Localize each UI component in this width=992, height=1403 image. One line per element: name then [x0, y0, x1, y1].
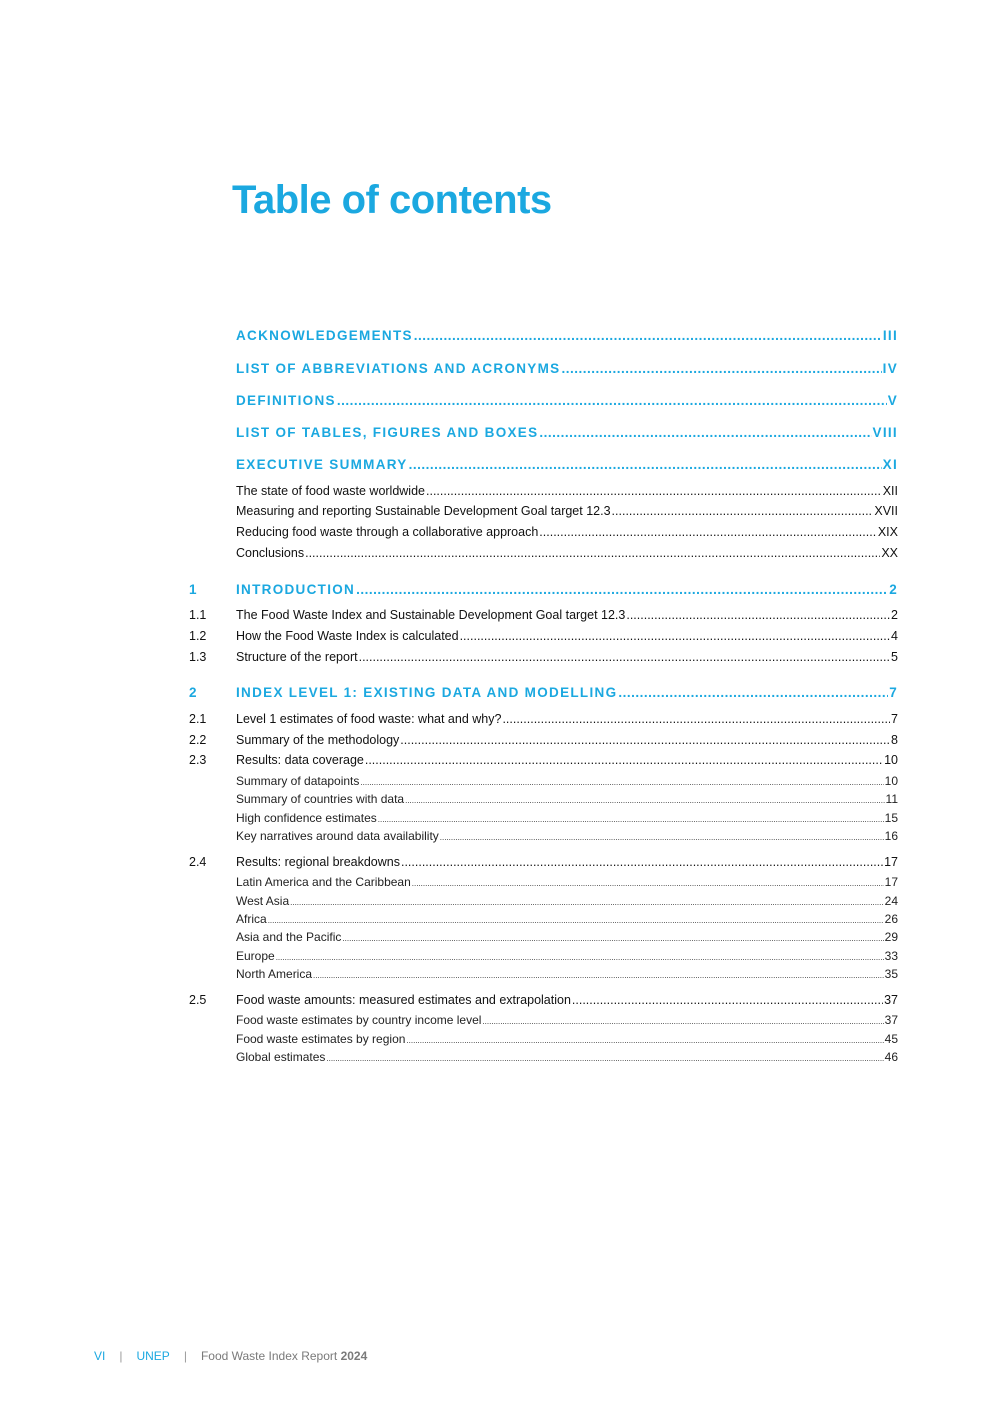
- toc-entry-section-2-5[interactable]: [236, 993, 898, 1007]
- toc-entry-page: XI: [882, 457, 898, 472]
- toc-entry-label: The state of food waste worldwide: [236, 484, 425, 498]
- toc-entry-section-2-4[interactable]: [236, 855, 898, 869]
- leader-dots: [572, 993, 883, 1007]
- toc-entry-page: XX: [881, 546, 898, 560]
- leader-dots: [400, 733, 890, 747]
- toc-entry-label: INDEX LEVEL 1: EXISTING DATA AND MODELLING: [236, 685, 618, 700]
- section-number: 1.1: [189, 608, 207, 622]
- toc-entry-section-1-3[interactable]: [236, 650, 898, 664]
- toc-entry-key-narratives[interactable]: [236, 829, 898, 843]
- toc-entry-page: 5: [891, 650, 898, 664]
- leader-dots: [313, 971, 884, 980]
- toc-entry-summary-datapoints[interactable]: [236, 774, 898, 788]
- toc-entry-label: Results: regional breakdowns: [236, 855, 400, 869]
- leader-dots: [626, 608, 890, 622]
- toc-entry-by-income-level[interactable]: [236, 1013, 898, 1027]
- toc-entry-section-2-3[interactable]: [236, 753, 898, 767]
- toc-entry-label: Food waste estimates by country income level: [236, 1013, 482, 1027]
- chapter-number: 2: [189, 685, 198, 700]
- toc-entry-executive-summary[interactable]: [236, 457, 898, 472]
- toc-entry-label: Food waste amounts: measured estimates and extrapolation: [236, 993, 571, 1007]
- leader-dots: [405, 796, 884, 805]
- toc-entry-index-level-1[interactable]: [236, 685, 898, 700]
- toc-entry-north-america[interactable]: [236, 967, 898, 981]
- toc-entry-page: III: [882, 328, 898, 343]
- leader-dots: [440, 833, 884, 842]
- toc-entry-label: Results: data coverage: [236, 753, 364, 767]
- toc-entry-label: Measuring and reporting Sustainable Development Goal target 12.3: [236, 504, 611, 518]
- toc-entry-page: 11: [885, 792, 898, 806]
- leader-dots: [360, 778, 883, 787]
- toc-entry-high-confidence[interactable]: [236, 811, 898, 825]
- toc-entry-label: DEFINITIONS: [236, 393, 336, 408]
- toc-entry-section-2-1[interactable]: [236, 712, 898, 726]
- toc-entry-page: 35: [884, 967, 898, 981]
- toc-entry-page: 15: [884, 811, 898, 825]
- toc-entry-page: 10: [884, 774, 898, 788]
- toc-entry-page: 46: [884, 1050, 898, 1064]
- footer-separator: |: [183, 1349, 187, 1363]
- toc-entry-page: 10: [884, 753, 898, 767]
- toc-entry-label: Level 1 estimates of food waste: what and why?: [236, 712, 502, 726]
- toc-entry-africa[interactable]: [236, 912, 898, 926]
- toc-entry-label: Reducing food waste through a collaborative approach: [236, 525, 539, 539]
- toc-entry-label: North America: [236, 967, 313, 981]
- section-number: 2.3: [189, 753, 207, 767]
- toc-entry-page: 24: [884, 894, 898, 908]
- toc-entry-conclusions[interactable]: [236, 546, 898, 560]
- toc-entry-label: High confidence estimates: [236, 811, 377, 825]
- section-number: 2.4: [189, 855, 207, 869]
- toc-entry-label: Summary of datapoints: [236, 774, 360, 788]
- footer-report-year: 2024: [340, 1349, 368, 1363]
- leader-dots: [290, 898, 884, 907]
- toc-entry-section-1-2[interactable]: [236, 629, 898, 643]
- toc-entry-label: Asia and the Pacific: [236, 930, 342, 944]
- toc-entry-page: 45: [884, 1032, 898, 1046]
- leader-dots: [409, 457, 882, 472]
- leader-dots: [276, 953, 884, 962]
- leader-dots: [539, 525, 877, 539]
- toc-entry-acknowledgements[interactable]: [236, 328, 898, 343]
- toc-entry-label: The Food Waste Index and Sustainable Development Goal target 12.3: [236, 608, 626, 622]
- toc-entry-label: Structure of the report: [236, 650, 358, 664]
- toc-entry-page: VIII: [872, 425, 898, 440]
- toc-entry-page: XVII: [874, 504, 898, 518]
- toc-entry-introduction[interactable]: [236, 582, 898, 597]
- chapter-number: 1: [189, 582, 198, 597]
- toc-entry-label: Key narratives around data availability: [236, 829, 439, 843]
- toc-entry-page: 33: [884, 949, 898, 963]
- toc-entry-latin-america[interactable]: [236, 875, 898, 889]
- toc-entry-page: 37: [884, 1013, 898, 1027]
- toc-entry-label: LIST OF TABLES, FIGURES AND BOXES: [236, 425, 539, 440]
- toc-entry-summary-countries[interactable]: [236, 792, 898, 806]
- footer-separator: |: [119, 1349, 123, 1363]
- toc-entry-asia-pacific[interactable]: [236, 930, 898, 944]
- leader-dots: [342, 934, 883, 943]
- toc-entry-section-2-2[interactable]: [236, 733, 898, 747]
- toc-entry-west-asia[interactable]: [236, 894, 898, 908]
- toc-entry-europe[interactable]: [236, 949, 898, 963]
- toc-entry-abbreviations[interactable]: [236, 361, 898, 376]
- toc-entry-label: Summary of the methodology: [236, 733, 400, 747]
- leader-dots: [365, 753, 883, 767]
- toc-entry-label: LIST OF ABBREVIATIONS AND ACRONYMS: [236, 361, 561, 376]
- toc-entry-label: EXECUTIVE SUMMARY: [236, 457, 408, 472]
- page-footer: [94, 1349, 367, 1363]
- toc-entry-page: 4: [891, 629, 898, 643]
- leader-dots: [401, 855, 883, 869]
- toc-entry-page: 17: [884, 875, 898, 889]
- footer-report-title: Food Waste Index Report: [200, 1349, 338, 1363]
- section-number: 2.1: [189, 712, 207, 726]
- toc-entry-page: 37: [884, 993, 898, 1007]
- leader-dots: [539, 425, 871, 440]
- toc-entry-label: Conclusions: [236, 546, 305, 560]
- leader-dots: [561, 361, 881, 376]
- toc-entry-label: Africa: [236, 912, 267, 926]
- toc-entry-reducing-food-waste[interactable]: [236, 525, 898, 539]
- leader-dots: [406, 1036, 883, 1045]
- toc-entry-page: 8: [891, 733, 898, 747]
- toc-entry-page: 7: [889, 685, 898, 700]
- toc-entry-label: Europe: [236, 949, 275, 963]
- section-number: 1.3: [189, 650, 207, 664]
- toc-entry-page: 2: [889, 582, 898, 597]
- leader-dots: [502, 712, 890, 726]
- toc-entry-page: 2: [891, 608, 898, 622]
- section-number: 2.2: [189, 733, 207, 747]
- footer-page-number: VI: [94, 1349, 106, 1363]
- toc-entry-page: 26: [884, 912, 898, 926]
- toc-entry-label: Food waste estimates by region: [236, 1032, 406, 1046]
- footer-org: UNEP: [136, 1349, 170, 1363]
- toc-entry-state-of-food-waste[interactable]: [236, 484, 898, 498]
- leader-dots: [412, 879, 884, 888]
- leader-dots: [326, 1054, 883, 1063]
- toc-entry-page: XIX: [877, 525, 898, 539]
- toc-entry-page: 16: [884, 829, 898, 843]
- toc-entry-page: 17: [884, 855, 898, 869]
- toc-entry-by-region[interactable]: [236, 1032, 898, 1046]
- toc-entry-label: Latin America and the Caribbean: [236, 875, 411, 889]
- section-number: 2.5: [189, 993, 207, 1007]
- leader-dots: [612, 504, 874, 518]
- toc-entry-label: Global estimates: [236, 1050, 326, 1064]
- toc-entry-section-1-1[interactable]: [236, 608, 898, 622]
- toc-entry-label: ACKNOWLEDGEMENTS: [236, 328, 413, 343]
- leader-dots: [482, 1017, 883, 1026]
- toc-entry-page: IV: [882, 361, 898, 376]
- page-title: Table of contents: [232, 178, 552, 222]
- toc-entry-list-of-tables[interactable]: [236, 425, 898, 440]
- leader-dots: [359, 650, 890, 664]
- toc-entry-page: 29: [884, 930, 898, 944]
- leader-dots: [460, 629, 890, 643]
- leader-dots: [337, 393, 887, 408]
- toc-entry-measuring-reporting[interactable]: [236, 504, 898, 518]
- toc-entry-definitions[interactable]: [236, 393, 898, 408]
- leader-dots: [426, 484, 882, 498]
- leader-dots: [414, 328, 882, 343]
- toc-entry-global-estimates[interactable]: [236, 1050, 898, 1064]
- leader-dots: [356, 582, 888, 597]
- toc-entry-page: V: [887, 393, 898, 408]
- toc-entry-page: 7: [891, 712, 898, 726]
- leader-dots: [268, 916, 884, 925]
- toc-entry-label: Summary of countries with data: [236, 792, 405, 806]
- toc-entry-label: INTRODUCTION: [236, 582, 356, 597]
- toc-entry-page: XII: [882, 484, 898, 498]
- leader-dots: [305, 546, 880, 560]
- toc-entry-label: West Asia: [236, 894, 290, 908]
- leader-dots: [378, 815, 884, 824]
- leader-dots: [618, 685, 888, 700]
- toc-entry-label: How the Food Waste Index is calculated: [236, 629, 459, 643]
- section-number: 1.2: [189, 629, 207, 643]
